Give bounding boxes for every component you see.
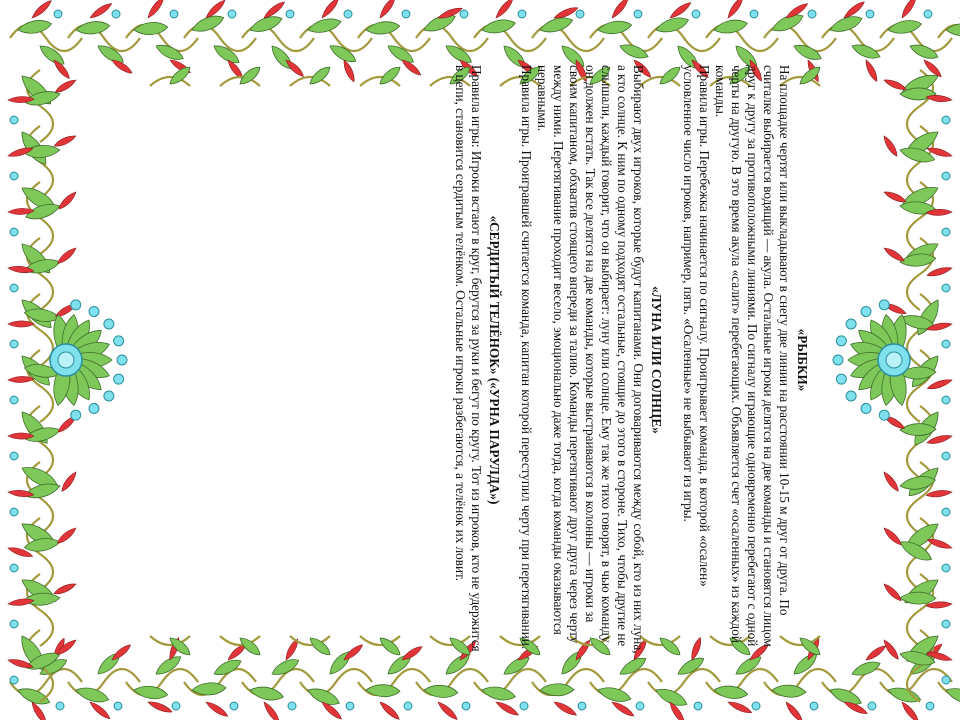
red-petal-ornament	[56, 246, 78, 266]
cyan-bead-ornament	[810, 702, 818, 710]
cyan-bead-ornament	[861, 403, 871, 413]
cyan-bead-ornament	[942, 116, 950, 124]
red-petal-ornament	[378, 0, 398, 20]
green-leaf-ornament	[597, 19, 632, 36]
section-luna-ili-solnce	[518, 65, 664, 655]
cyan-bead-ornament	[89, 307, 99, 317]
green-leaf-ornament	[307, 16, 343, 36]
green-leaf-ornament	[270, 656, 301, 679]
red-petal-ornament	[610, 0, 631, 20]
red-petal-ornament	[899, 0, 918, 20]
cyan-bead-ornament	[942, 564, 950, 572]
green-leaf-ornament	[75, 20, 110, 36]
paragraph-telenok-rules: Правила игры: Игроки встают в круг, берутся за руки и бегут по кругу. Тот из игроков, кто не удержится в цепи, становится сердитым телёнком. Остальные игроки разбегаются, а телёнок их ловит.	[453, 65, 484, 652]
cyan-bead-ornament	[402, 10, 410, 18]
red-petal-ornament	[726, 0, 746, 20]
cyan-bead-ornament	[71, 410, 81, 420]
green-leaf-ornament	[770, 11, 806, 36]
cyan-bead-ornament	[344, 10, 352, 18]
cyan-bead-ornament	[518, 10, 526, 18]
section-serdityj-telenok	[452, 65, 502, 655]
red-petal-ornament	[863, 59, 879, 83]
green-leaf-ornament	[792, 41, 824, 63]
cyan-bead-ornament	[228, 10, 236, 18]
green-leaf-ornament	[481, 17, 517, 36]
section-title-rybki: «РЫБКИ»	[795, 328, 810, 392]
red-petal-ornament	[610, 699, 635, 718]
cyan-bead-ornament	[54, 10, 62, 18]
green-leaf-ornament	[249, 684, 285, 703]
cyan-bead-ornament	[924, 10, 932, 18]
green-leaf-ornament	[713, 684, 748, 700]
cyan-bead-ornament	[634, 10, 642, 18]
red-petal-ornament	[882, 582, 903, 603]
red-petal-ornament	[110, 642, 132, 662]
green-leaf-ornament	[596, 684, 632, 705]
green-leaf-ornament	[212, 656, 244, 678]
red-petal-ornament	[882, 638, 901, 661]
red-petal-ornament	[882, 526, 903, 547]
cyan-bead-ornament	[846, 391, 856, 401]
cyan-bead-ornament	[808, 10, 816, 18]
cyan-bead-ornament	[230, 702, 238, 710]
green-leaf-ornament	[133, 684, 168, 701]
red-petal-ornament	[727, 699, 753, 715]
red-petal-ornament	[146, 0, 167, 20]
cyan-bead-ornament	[868, 702, 876, 710]
red-petal-ornament	[926, 377, 953, 391]
cyan-bead-ornament	[942, 228, 950, 236]
red-petal-ornament	[147, 699, 173, 715]
section-title-luna-ili-solnce: «ЛУНА ИЛИ СОЛНЦЕ»	[649, 286, 664, 434]
cyan-bead-ornament	[942, 172, 950, 180]
red-petal-ornament	[59, 470, 78, 493]
green-leaf-ornament	[24, 536, 61, 553]
cyan-bead-ornament	[114, 702, 122, 710]
green-leaf-ornament	[17, 18, 53, 36]
cyan-bead-ornament	[346, 702, 354, 710]
cyan-bead-ornament	[10, 228, 18, 236]
green-leaf-ornament	[481, 684, 517, 703]
cyan-bead-ornament	[694, 702, 702, 710]
cyan-bead-ornament	[89, 403, 99, 413]
cyan-bead-ornament	[10, 172, 18, 180]
cyan-bead-ornament	[172, 702, 180, 710]
cyan-bead-ornament	[879, 300, 889, 310]
cyan-bead-ornament	[10, 508, 18, 516]
red-petal-ornament	[882, 245, 905, 263]
red-petal-ornament	[864, 643, 887, 662]
cyan-bead-ornament	[404, 702, 412, 710]
rotated-page-content	[150, 65, 810, 655]
red-petal-ornament	[262, 700, 282, 720]
cyan-bead-ornament	[520, 702, 528, 710]
green-leaf-ornament	[74, 684, 110, 705]
cyan-bead-ornament	[10, 340, 18, 348]
green-leaf-ornament	[828, 684, 864, 708]
cyan-bead-ornament	[692, 10, 700, 18]
cyan-bead-ornament	[460, 10, 468, 18]
cyan-bead-ornament	[636, 702, 644, 710]
red-petal-ornament	[53, 133, 77, 149]
cyan-bead-ornament	[942, 620, 950, 628]
cyan-bead-ornament	[10, 396, 18, 404]
cyan-bead-ornament	[578, 702, 586, 710]
red-petal-ornament	[784, 700, 805, 720]
cyan-bead-ornament	[846, 319, 856, 329]
cyan-bead-ornament	[752, 702, 760, 710]
cyan-bead-ornament	[866, 10, 874, 18]
green-leaf-ornament	[154, 41, 186, 63]
section-rybki	[680, 65, 810, 655]
red-petal-ornament	[436, 700, 459, 720]
paragraph-luna-description: Выбирают двух игроков, которые будут капитанами. Они договариваются между собой, кто из них луна, а кто солнце. К ним по одному подходят остальные, стоящие до этого в стороне. Тихо, чтобы другие не слышали, каждый говорит, что он выбирает: луну или солнце. Ему так же тихо говорят, в чью команду он должен встать. Так все делятся на две команды, которые выстраиваются в колонны — игроки за своим капитаном, обхватив стоящего впереди за талию. Команды перетягивают друг друга через черту между ними. Перетягивание проходит весело, эмоционально даже тогда, когда команды оказываются неравными.	[535, 65, 646, 654]
paragraph-luna-rules: Правила игры. Проигравшей считается команда, капитан которой переступил черту при перетягивании.	[519, 65, 534, 650]
cyan-bead-ornament	[942, 676, 950, 684]
cyan-bead-ornament	[10, 116, 18, 124]
cyan-bead-ornament	[114, 374, 124, 384]
cyan-bead-ornament	[10, 452, 18, 460]
cyan-bead-ornament	[10, 284, 18, 292]
red-petal-ornament	[494, 699, 520, 717]
red-petal-ornament	[320, 0, 341, 20]
green-leaf-ornament	[366, 684, 400, 697]
cyan-bead-ornament	[926, 702, 934, 710]
paragraph-rybki-description: На площадке чертят или выкладывают в снегу две линии на расстоянии 10-15 м друг от друга. По считалке выбирается водящий — акула. Остальные игроки делятся на две команды и становятся лицом друг к другу за противоположными линиями. По сигналу играющие одновременно перебегают с одной черты на другую. В это время акула «салит» перебегающих. Объявляется счет «осаленных» из каждой команды.	[713, 65, 792, 647]
cyan-bead-ornament	[286, 10, 294, 18]
green-leaf-ornament	[424, 684, 459, 699]
cyan-bead-ornament	[942, 284, 950, 292]
red-petal-ornament	[56, 526, 78, 546]
cyan-bead-ornament	[942, 340, 950, 348]
green-leaf-ornament	[365, 20, 400, 36]
cyan-bead-ornament	[836, 336, 846, 346]
red-petal-ornament	[88, 1, 113, 20]
section-title-serdityj-telenok: «СЕРДИТЫЙ ТЕЛЁНОК» («УРНА ПАРУЛДА»)	[487, 215, 502, 505]
cyan-bead-ornament	[942, 508, 950, 516]
cyan-bead-ornament	[117, 355, 127, 365]
cyan-bead-ornament	[942, 396, 950, 404]
green-leaf-ornament	[886, 684, 922, 705]
cyan-bead-ornament	[114, 336, 124, 346]
cyan-bead-ornament	[576, 10, 584, 18]
cyan-bead-ornament	[836, 374, 846, 384]
green-leaf-ornament	[887, 18, 923, 36]
red-petal-ornament	[204, 699, 229, 718]
red-petal-ornament	[54, 77, 78, 94]
green-leaf-ornament	[133, 21, 168, 36]
red-petal-ornament	[30, 0, 53, 20]
paragraph-rybki-rules: Правила игры. Перебежка начинается по сигналу. Проигрывает команда, в которой «осален» условленное число игроков, например, пять. «Осаленные» не выбывают из игры.	[681, 65, 712, 587]
red-petal-ornament	[926, 265, 953, 278]
medallion-center-ornament	[886, 352, 902, 368]
cyan-bead-ornament	[71, 300, 81, 310]
cyan-bead-ornament	[170, 10, 178, 18]
green-leaf-ornament	[713, 17, 749, 35]
red-petal-ornament	[900, 700, 921, 720]
cyan-bead-ornament	[104, 319, 114, 329]
cyan-bead-ornament	[10, 564, 18, 572]
red-petal-ornament	[881, 134, 899, 157]
red-petal-ornament	[494, 0, 516, 20]
cyan-bead-ornament	[833, 355, 843, 365]
cyan-bead-ornament	[861, 307, 871, 317]
cyan-bead-ornament	[462, 702, 470, 710]
medallion-center-ornament	[58, 352, 74, 368]
red-petal-ornament	[668, 0, 693, 20]
cyan-bead-ornament	[104, 391, 114, 401]
red-petal-ornament	[552, 699, 578, 717]
cyan-bead-ornament	[879, 410, 889, 420]
cyan-bead-ornament	[56, 702, 64, 710]
cyan-bead-ornament	[112, 10, 120, 18]
document-text-area	[150, 65, 810, 655]
cyan-bead-ornament	[288, 702, 296, 710]
red-petal-ornament	[88, 700, 112, 720]
cyan-bead-ornament	[10, 620, 18, 628]
red-petal-ornament	[378, 700, 401, 720]
red-petal-ornament	[57, 190, 78, 211]
cyan-bead-ornament	[942, 452, 950, 460]
cyan-bead-ornament	[750, 10, 758, 18]
green-leaf-ornament	[944, 684, 960, 707]
green-leaf-ornament	[772, 684, 807, 698]
red-petal-ornament	[882, 470, 901, 493]
red-petal-ornament	[53, 581, 77, 596]
cyan-bead-ornament	[10, 676, 18, 684]
